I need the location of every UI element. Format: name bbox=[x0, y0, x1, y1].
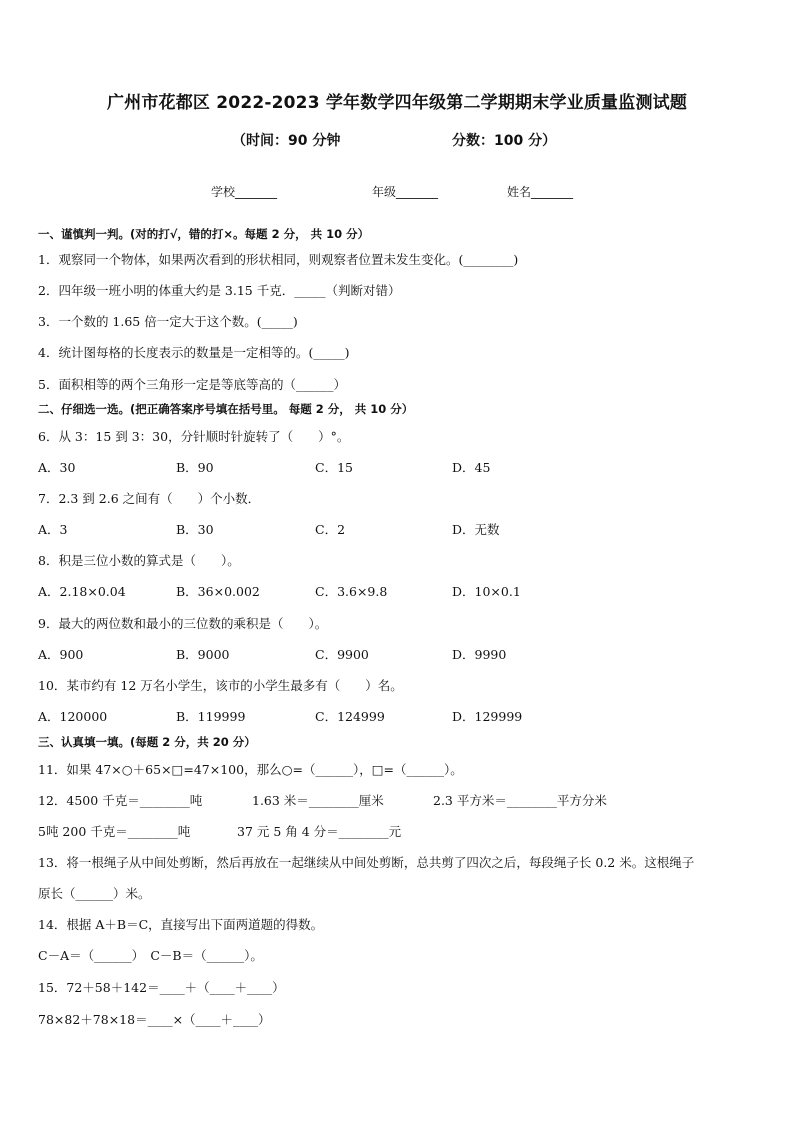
question-12-a: 12．4500 千克＝________吨 bbox=[38, 793, 203, 808]
question-12-d: 5吨 200 千克＝________吨 bbox=[38, 824, 191, 839]
q8-option-d[interactable]: D．10×0.1 bbox=[452, 584, 521, 599]
q9-option-b[interactable]: B．9000 bbox=[176, 647, 230, 662]
q6-option-d[interactable]: D．45 bbox=[452, 460, 491, 475]
q7-option-a[interactable]: A．3 bbox=[38, 522, 68, 537]
question-9: 9．最大的两位数和最小的三位数的乘积是（ ）。 bbox=[38, 616, 328, 631]
exam-time: （时间：90 分钟 bbox=[232, 133, 341, 149]
section-2-heading: 二、仔细选一选。(把正确答案序号填在括号里。 每题 2 分， 共 10 分） bbox=[38, 402, 414, 416]
question-14: 14．根据 A＋B＝C，直接写出下面两道题的得数。 bbox=[38, 917, 324, 932]
section-1-heading: 一、谨慎判一判。(对的打√，错的打×。每题 2 分， 共 10 分） bbox=[38, 227, 370, 241]
q9-option-d[interactable]: D．9990 bbox=[452, 647, 507, 662]
question-14-answers: C－A＝（______） C－B＝（______）。 bbox=[38, 948, 263, 963]
exam-score: 分数：100 分） bbox=[452, 133, 557, 149]
question-1: 1．观察同一个物体，如果两次看到的形状相同，则观察者位置未发生变化。(________) bbox=[38, 252, 519, 267]
q7-option-d[interactable]: D．无数 bbox=[452, 522, 500, 537]
q6-option-a[interactable]: A．30 bbox=[38, 460, 76, 475]
q9-option-c[interactable]: C．9900 bbox=[315, 647, 369, 662]
question-3: 3．一个数的 1.65 倍一定大于这个数。(_____) bbox=[38, 314, 298, 329]
q6-option-b[interactable]: B．90 bbox=[176, 460, 214, 475]
question-11: 11．如果 47×○＋65×□=47×100，那么○=（______），□=（______）。 bbox=[38, 762, 463, 777]
question-5: 5．面积相等的两个三角形一定是等底等高的（______） bbox=[38, 377, 346, 392]
question-7: 7．2.3 到 2.6 之间有（ ）个小数． bbox=[38, 491, 261, 506]
q8-option-b[interactable]: B．36×0.002 bbox=[176, 584, 260, 599]
q10-option-c[interactable]: C．124999 bbox=[315, 709, 385, 724]
section-3-heading: 三、认真填一填。(每题 2 分，共 20 分） bbox=[38, 735, 256, 749]
question-4: 4．统计图每格的长度表示的数量是一定相等的。(_____) bbox=[38, 345, 350, 360]
grade-field[interactable]: 年级_______ bbox=[372, 185, 439, 199]
question-6: 6．从 3：15 到 3：30，分针顺时针旋转了（ ）°。 bbox=[38, 429, 350, 444]
q7-option-b[interactable]: B．30 bbox=[176, 522, 214, 537]
q8-option-a[interactable]: A．2.18×0.04 bbox=[38, 584, 126, 599]
question-12-c: 2.3 平方米＝________平方分米 bbox=[433, 793, 607, 808]
question-12-b: 1.63 米＝________厘米 bbox=[252, 793, 384, 808]
question-13-line2: 原长（______）米。 bbox=[38, 886, 151, 901]
question-12-e: 37 元 5 角 4 分＝________元 bbox=[237, 824, 402, 839]
q10-option-b[interactable]: B．119999 bbox=[176, 709, 246, 724]
q10-option-d[interactable]: D．129999 bbox=[452, 709, 523, 724]
question-13-line1: 13．将一根绳子从中间处剪断，然后再放在一起继续从中间处剪断，总共剪了四次之后，每段绳子长 0.2 米。这根绳子 bbox=[38, 855, 695, 870]
question-2: 2．四年级一班小明的体重大约是 3.15 千克．_____（判断对错） bbox=[38, 283, 401, 298]
q9-option-a[interactable]: A．900 bbox=[38, 647, 84, 662]
question-10: 10．某市约有 12 万名小学生，该市的小学生最多有（ ）名。 bbox=[38, 678, 403, 693]
q6-option-c[interactable]: C．15 bbox=[315, 460, 353, 475]
exam-title: 广州市花都区 2022-2023 学年数学四年级第二学期期末学业质量监测试题 bbox=[106, 93, 688, 113]
q7-option-c[interactable]: C．2 bbox=[315, 522, 346, 537]
q8-option-c[interactable]: C．3.6×9.8 bbox=[315, 584, 388, 599]
question-15-b: 78×82＋78×18＝____×（____＋____） bbox=[38, 1012, 271, 1027]
q10-option-a[interactable]: A．120000 bbox=[38, 709, 108, 724]
name-field[interactable]: 姓名_______ bbox=[507, 185, 574, 199]
question-15-a: 15．72＋58＋142＝____＋（____＋____） bbox=[38, 980, 285, 995]
school-field[interactable]: 学校_______ bbox=[211, 185, 278, 199]
question-8: 8．积是三位小数的算式是（ ）。 bbox=[38, 553, 240, 568]
